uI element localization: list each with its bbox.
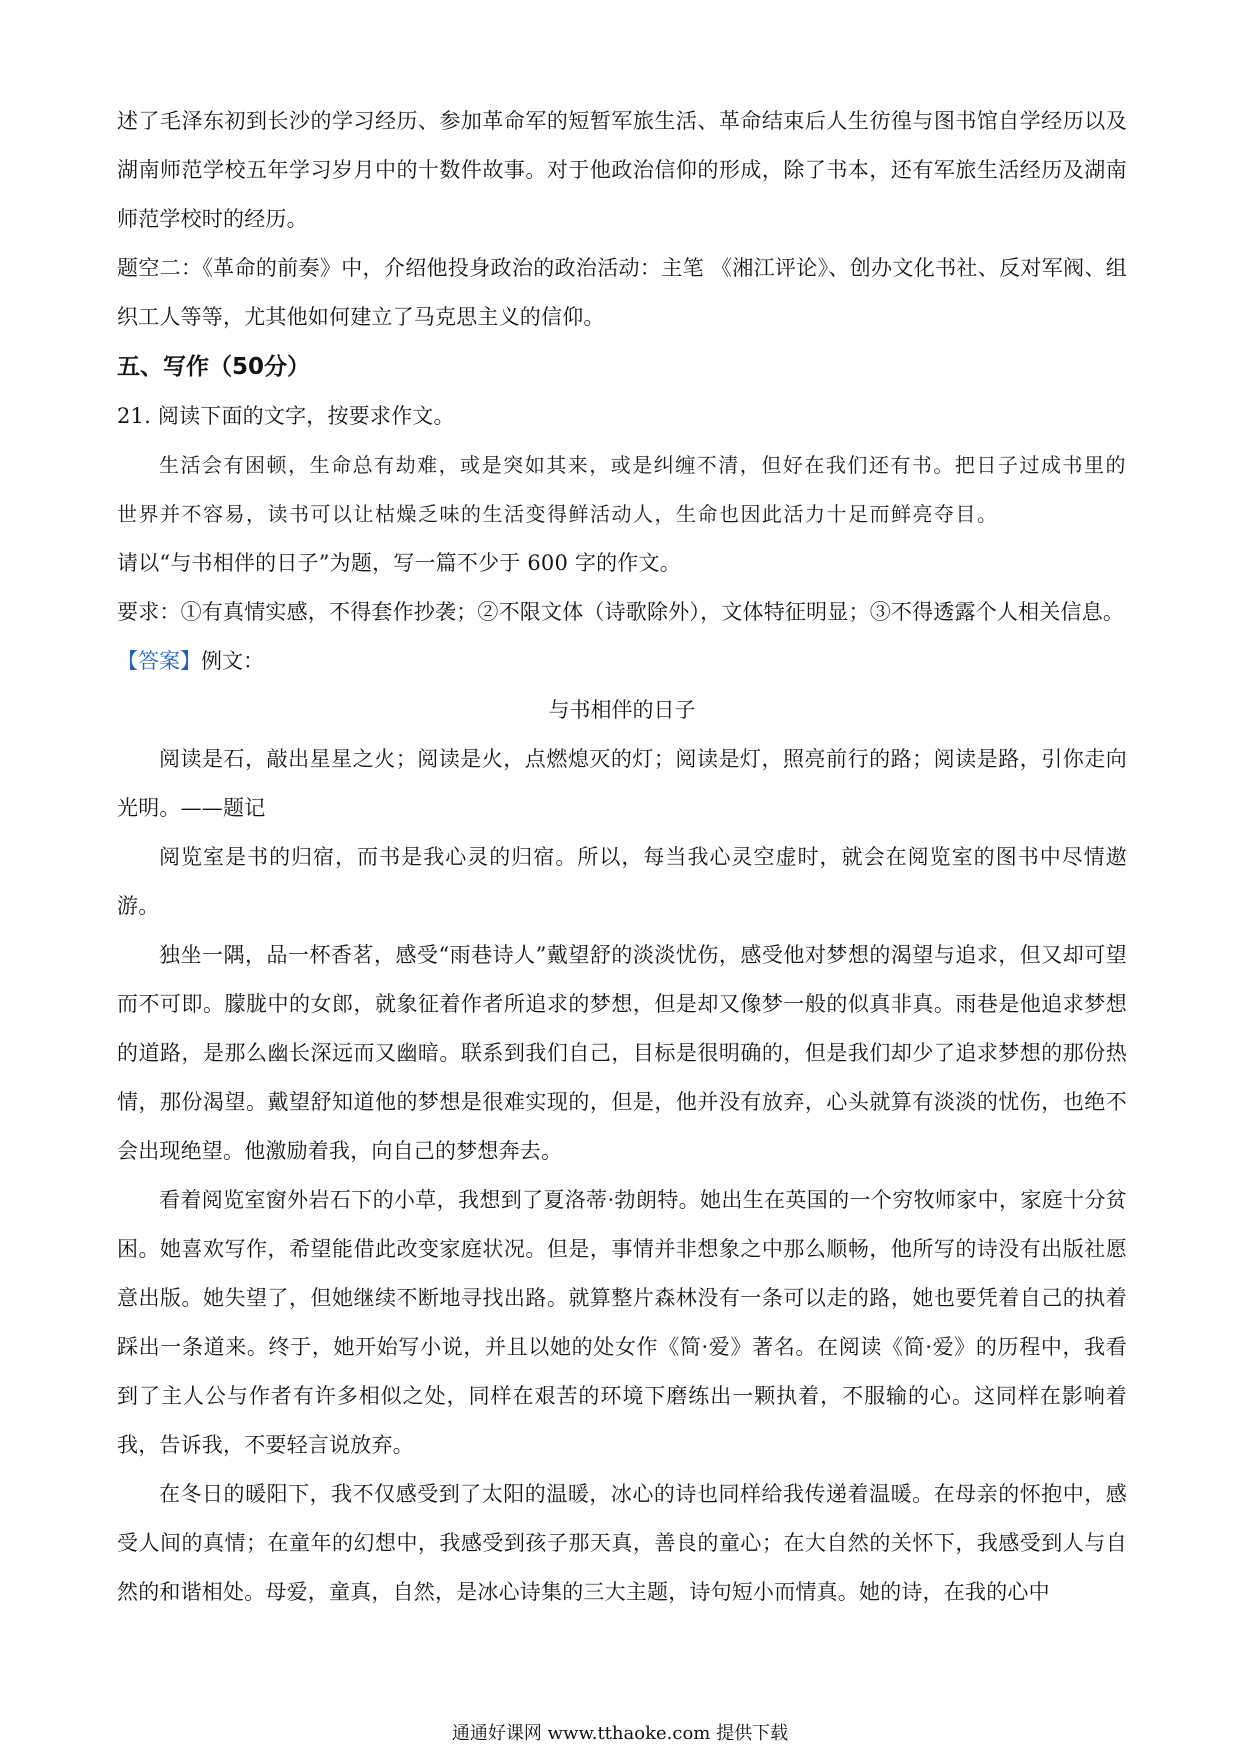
answer-line: [117, 637, 1127, 686]
task-line: 请以“与书相伴的日子”为题，写一篇不少于 600 字的作文。: [117, 551, 681, 575]
blank-two-answer-paragraph: 题空二：《革命的前奏》中，介绍他投身政治的政治活动：主笔 《湘江评论》、创办文化书社、反对军阀、组织工人等等，尤其他如何建立了马克思主义的信仰。: [117, 256, 1127, 329]
essay-paragraph: 在冬日的暖阳下，我不仅感受到了太阳的温暖，冰心的诗也同样给我传递着温暖。在母亲的怀抱中，感受人间的真情；在童年的幻想中，我感受到孩子那天真，善良的童心；在大自然的关怀下，我感受到人与自然的和谐相处。母爱，童真，自然，是冰心诗集的三大主题，诗句短小而情真。她的诗，在我的心中: [117, 1482, 1127, 1604]
page-footer-watermark: 通通好课网 www.tthaoke.com 提供下载: [451, 1723, 789, 1744]
essay-paragraph: 阅览室是书的归宿，而书是我心灵的归宿。所以，每当我心灵空虚时，就会在阅览室的图书中尽情遨游。: [117, 845, 1127, 918]
essay-title: 与书相伴的日子: [548, 698, 696, 722]
prompt-material: 生活会有困顿，生命总有劫难，或是突如其来，或是纠缠不清，但好在我们还有书。把日子过成书里的世界并不容易，读书可以让枯燥乏味的生活变得鲜活动人，生命也因此活力十足而鲜亮夺目。: [117, 453, 1127, 526]
section-heading-writing: 五、写作（50分）: [117, 354, 311, 380]
essay-paragraph: 看着阅览室窗外岩石下的小草，我想到了夏洛蒂·勃朗特。她出生在英国的一个穷牧师家中，家庭十分贫困。她喜欢写作，希望能借此改变家庭状况。但是，事情并非想象之中那么顺畅，他所写的诗没有出版社愿意出版。她失望了，但她继续不断地寻找出路。就算整片森林没有一条可以走的路，她也要凭着自己的执着踩出一条道来。终于，她开始写小说，并且以她的处女作《简·爱》著名。在阅读《简·爱》的历程中，我看到了主人公与作者有许多相似之处，同样在艰苦的环境下磨练出一颗执着，不服输的心。这同样在影响着我，告诉我，不要轻言说放弃。: [117, 1188, 1127, 1457]
requirements-line: 要求：①有真情实感，不得套作抄袭；②不限文体（诗歌除外），文体特征明显；③不得透露个人相关信息。: [117, 600, 1125, 624]
essay-paragraph-epigraph: 阅读是石，敲出星星之火；阅读是火，点燃熄灭的灯；阅读是灯，照亮前行的路；阅读是路，引你走向光明。——题记: [117, 747, 1127, 820]
essay-paragraph: 独坐一隅，品一杯香茗，感受“雨巷诗人”戴望舒的淡淡忧伤，感受他对梦想的渴望与追求，但又却可望而不可即。朦胧中的女郎，就象征着作者所追求的梦想，但是却又像梦一般的似真非真。雨巷是他追求梦想的道路，是那么幽长深远而又幽暗。联系到我们自己，目标是很明确的，但是我们却少了追求梦想的那份热情，那份渴望。戴望舒知道他的梦想是很难实现的，但是，他并没有放弃，心头就算有淡淡的忧伤，也绝不会出现绝望。他激励着我，向自己的梦想奔去。: [117, 943, 1127, 1163]
answer-label: 【答案】: [117, 649, 201, 673]
previous-answer-paragraph: 述了毛泽东初到长沙的学习经历、参加革命军的短暂军旅生活、革命结束后人生彷徨与图书馆自学经历以及湖南师范学校五年学习岁月中的十数件故事。对于他政治信仰的形成，除了书本，还有军旅生活经历及湖南师范学校时的经历。: [117, 109, 1127, 231]
answer-suffix: 例文：: [201, 649, 264, 673]
page-content: [117, 97, 1127, 1617]
question-intro: 21. 阅读下面的文字，按要求作文。: [117, 404, 455, 428]
